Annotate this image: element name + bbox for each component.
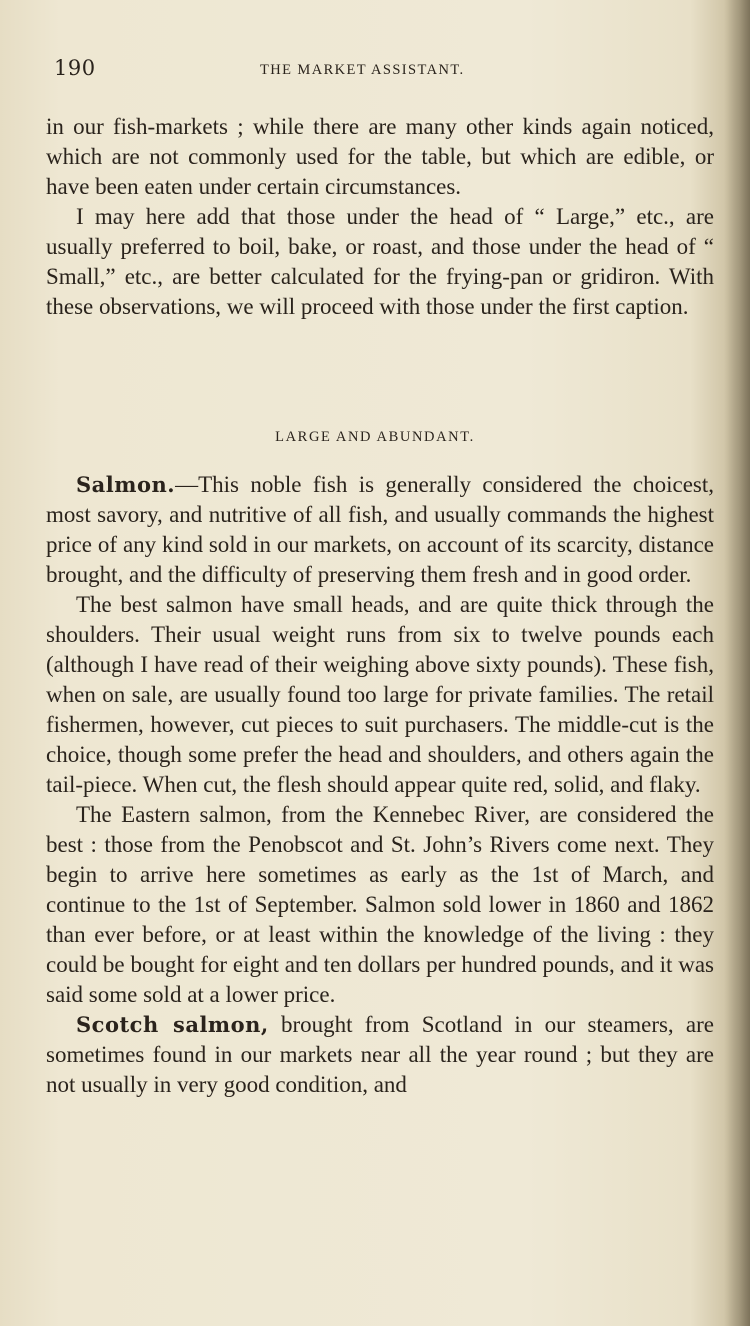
salmon-description: —This noble fish is generally considered the choicest, most savory, and nutritive of all fish, and usually commands the highest price of any kind sold in our markets, on account of its scarcity, distance brought, and the difficulty of preserving them fresh and in good order. [46,472,714,587]
intro-paragraph-large-small: I may here add that those under the head of “ Large,” etc., are usually preferred to boil, bake, or roast, and those under the head of “ Small,” etc., are better calculated for the frying-pan or gridiron. With these observations, we will proceed with those under the first caption. [46,204,714,319]
salmon-section [46,470,714,1100]
page-edge-shadow [724,0,750,1326]
scotch-salmon-description: brought from Scotland in our steamers, are sometimes found in our markets near all the year round ; but they are not usually in very good condition, and [46,1012,714,1097]
scotch-salmon-term: Scotch salmon, [76,1012,269,1037]
section-heading: LARGE AND ABUNDANT. [275,429,475,445]
page-number: 190 [54,56,96,80]
eastern-salmon-paragraph: The Eastern salmon, from the Kennebec River, are considered the best : those from the Penobscot and St. John’s Rivers come next. They begin to arrive here sometimes as early as the 1st of March, and continue to the 1st of September. Salmon sold lower in 1860 and 1862 than ever before, or at least within the knowledge of the living : they could be bought for eight and ten dollars per hundred pounds, and it was said some sold at a lower price. [46,802,714,1007]
page-header [54,56,714,84]
intro-paragraph-continued: in our fish-markets ; while there are many other kinds again noticed, which are not commonly used for the table, but which are edible, or have been eaten under certain circumstances. [46,114,714,199]
salmon-paragraph [46,470,714,590]
intro-text [46,112,714,322]
salmon-term: Salmon. [76,472,176,497]
scotch-salmon-paragraph [46,1010,714,1100]
running-title: THE MARKET ASSISTANT. [260,62,465,78]
best-salmon-paragraph: The best salmon have small heads, and are quite thick through the shoulders. Their usual weight runs from six to twelve pounds each (although I have read of their weighing above sixty pounds). These fish, when on sale, are usually found too large for private families. The retail fishermen, however, cut pieces to suit purchasers. The middle-cut is the choice, though some prefer the head and shoulders, and others again the tail-piece. When cut, the flesh should appear quite red, solid, and flaky. [46,592,714,797]
